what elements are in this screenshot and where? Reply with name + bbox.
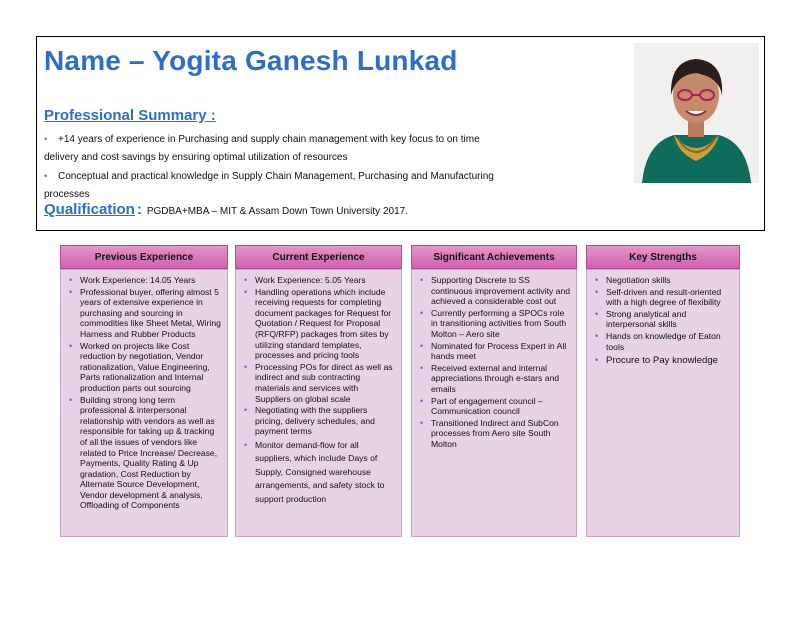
page-title: Name – Yogita Ganesh Lunkad (44, 45, 458, 76)
current-experience-list (236, 270, 401, 506)
list-item: • Procure to Pay knowledge (595, 354, 733, 367)
list-item: • Professional buyer, offering almost 5 years of extensive experience in purchasing and sourcing in commodities like Sheet Metal, Wiring Harness and Rubber Products (69, 287, 221, 340)
list-item: • Hands on knowledge of Eaton tools (595, 331, 733, 352)
key-strengths-list (587, 270, 739, 367)
column-header-key-strengths: Key Strengths (586, 245, 740, 269)
summary-heading: Professional Summary : (44, 107, 216, 124)
column-previous-experience (60, 269, 228, 537)
column-key-strengths (586, 269, 740, 537)
summary-item: • Conceptual and practical knowledge in Supply Chain Management, Purchasing and Manufacturing processes (44, 167, 514, 204)
column-header-significant-achievements: Significant Achievements (411, 245, 577, 269)
list-item: • Transitioned Indirect and SubCon processes from Aero site South Molton (420, 418, 570, 450)
list-item: • Supporting Discrete to SS continuous improvement activity and achieved a considerable cost out (420, 275, 570, 307)
column-header-current-experience: Current Experience (235, 245, 402, 269)
qualification-text: PGDBA+MBA – MIT & Assam Down Town University 2017. (146, 206, 408, 217)
qualification-colon: : (136, 201, 142, 218)
list-item: • Self-driven and result-oriented with a high degree of flexibility (595, 287, 733, 308)
achievements-list (412, 270, 576, 450)
list-item: • Strong analytical and interpersonal skills (595, 309, 733, 330)
bullet-icon: • (44, 171, 48, 181)
list-item: • Negotiating with the suppliers pricing, delivery schedules, and payment terms (244, 405, 395, 437)
bullet-icon: • (44, 134, 48, 144)
summary-item: • +14 years of experience in Purchasing and supply chain management with key focus to on time delivery and cost savings by ensuring optimal utilization of resources (44, 130, 514, 167)
list-item: • Work Experience: 14.05 Years (69, 275, 221, 286)
list-item: • Work Experience: 5.05 Years (244, 275, 395, 286)
list-item: • Nominated for Process Expert in All hands meet (420, 341, 570, 362)
column-significant-achievements (411, 269, 577, 537)
list-item: • Currently performing a SPOCs role in transitioning activities from South Molton – Aero site (420, 308, 570, 340)
column-current-experience (235, 269, 402, 537)
qualification-row (44, 201, 408, 219)
previous-experience-list (61, 270, 227, 511)
profile-photo (634, 43, 759, 183)
column-header-previous-experience: Previous Experience (60, 245, 228, 269)
list-item: • Negotiation skills (595, 275, 733, 286)
list-item: • Worked on projects like Cost reduction by negotiation, Vendor rationalization, Value Engineering, Parts rationalization and Internal production parts out sourcing (69, 341, 221, 394)
list-item: • Received external and internal appreciations through e-stars and emails (420, 363, 570, 395)
summary-list (44, 130, 514, 204)
profile-header (36, 36, 765, 231)
list-item: • Building strong long term professional & interpersonal relationship with vendors as well as responsible for taking up & tracking of all the issues of vendors like related to Price Increase/ Decrease, Payments, Quality Rating & Up gradation, Cost Reduction by Alternate Source Development, Vendor development & analysis, Offloading of Components (69, 395, 221, 512)
list-item: • Monitor demand-flow for all suppliers, which include Days of Supply, Consigned warehouse arrangements, and safety stock to support production (244, 439, 395, 506)
qualification-label: Qualification (44, 201, 135, 218)
list-item: • Processing POs for direct as well as indirect and sub contracting materials and services with Suppliers on global scale (244, 362, 395, 404)
list-item: • Part of engagement council – Communication council (420, 396, 570, 417)
list-item: • Handling operations which include receiving requests for completing document packages for Request for Quotation / Request for Proposal (RFQ/RFP) packages from sites by utilizing standard templates, processes and pricing tools (244, 287, 395, 361)
